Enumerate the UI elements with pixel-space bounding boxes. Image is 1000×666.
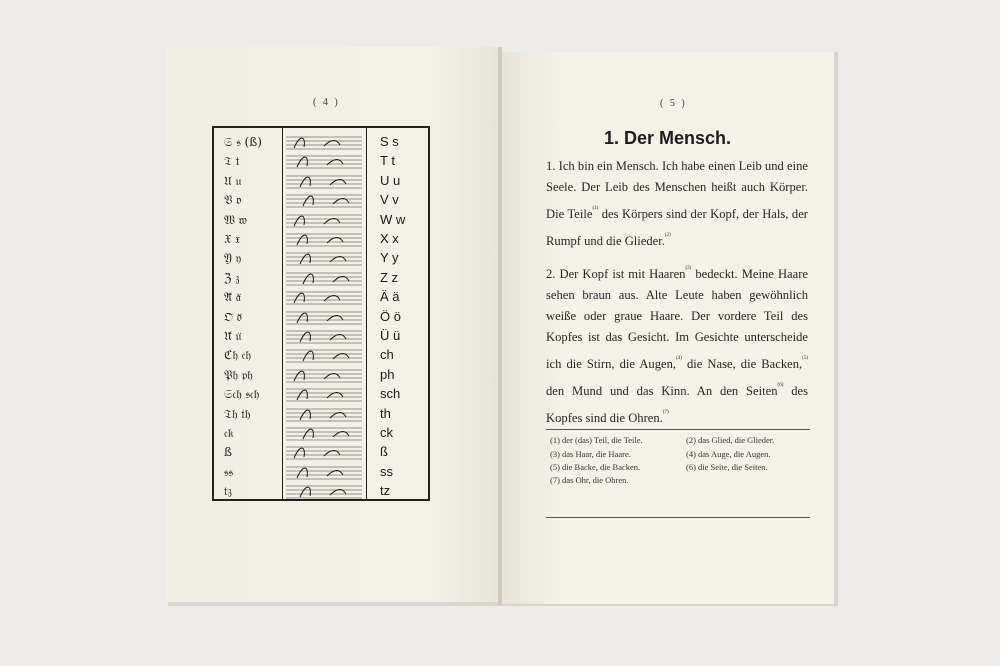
script-handwriting bbox=[284, 190, 364, 210]
alphabet-row bbox=[214, 384, 428, 404]
fraktur-letters: 𝔗𝔥 𝔱𝔥 bbox=[224, 406, 251, 421]
script-handwriting bbox=[284, 423, 364, 443]
alphabet-row bbox=[214, 287, 428, 307]
fraktur-letters: 𝔓𝔥 𝔭𝔥 bbox=[224, 367, 253, 382]
fraktur-letters: 𝔖 𝔰 (ß) bbox=[224, 135, 262, 149]
latin-letters: tz bbox=[380, 483, 391, 499]
fraktur-letters: 𝔒̈ 𝔬̈ bbox=[224, 309, 242, 324]
fraktur-letters: 𝔘 𝔲 bbox=[224, 173, 242, 188]
footnote-marker: (7) bbox=[662, 410, 669, 415]
footnote: (3) das Haar, die Haare. bbox=[550, 449, 631, 459]
latin-letters: T t bbox=[380, 153, 395, 169]
page-number-left: ( 4 ) bbox=[313, 97, 340, 108]
alphabet-row bbox=[214, 190, 428, 210]
fraktur-letters: ß bbox=[224, 445, 233, 460]
latin-letters: ph bbox=[380, 366, 395, 382]
footnote: (4) das Auge, die Augen. bbox=[686, 449, 771, 459]
latin-letters: Y y bbox=[380, 250, 399, 266]
footnote-marker: (4) bbox=[676, 356, 682, 361]
latin-letters: Ä ä bbox=[380, 289, 400, 305]
fraktur-letters: 𝔘̈ 𝔲̈ bbox=[224, 329, 242, 343]
fraktur-letters: 𝔛 𝔵 bbox=[224, 232, 241, 246]
alphabet-row bbox=[214, 268, 428, 288]
footnote-marker: (3) bbox=[685, 266, 692, 271]
script-handwriting bbox=[284, 365, 364, 385]
latin-letters: Ü ü bbox=[380, 328, 401, 343]
script-handwriting bbox=[284, 210, 364, 230]
footnote-marker: (5) bbox=[802, 356, 808, 361]
alphabet-table bbox=[212, 126, 430, 501]
footnote-rule bbox=[546, 429, 810, 430]
script-handwriting bbox=[284, 307, 364, 327]
latin-letters: X x bbox=[380, 231, 399, 246]
script-handwriting bbox=[284, 462, 364, 482]
script-handwriting bbox=[284, 132, 364, 152]
paragraph-1-text bbox=[546, 156, 808, 252]
latin-letters: V v bbox=[380, 192, 399, 208]
alphabet-row bbox=[214, 345, 428, 365]
latin-letters: S s bbox=[380, 134, 399, 149]
fraktur-letters: 𝔗 𝔱 bbox=[224, 154, 240, 169]
alphabet-row bbox=[214, 481, 428, 501]
footnote-marker: (1) bbox=[592, 206, 599, 211]
paragraph-segment: des Kopfes sind die Ohren. bbox=[546, 384, 809, 425]
fraktur-letters: 𝔱𝔷 bbox=[224, 484, 232, 499]
latin-letters: ss bbox=[380, 463, 393, 479]
alphabet-row bbox=[214, 229, 428, 249]
alphabet-row bbox=[214, 132, 428, 152]
paragraph-1 bbox=[546, 156, 808, 252]
script-handwriting bbox=[284, 404, 364, 424]
paragraph-2 bbox=[546, 258, 808, 429]
footnote-marker: (6) bbox=[777, 383, 784, 388]
alphabet-row bbox=[214, 307, 428, 327]
latin-letters: Ö ö bbox=[380, 308, 401, 324]
alphabet-row bbox=[214, 326, 428, 346]
footnote: (5) die Backe, die Backen. bbox=[550, 462, 641, 472]
script-handwriting bbox=[284, 171, 364, 191]
footnote: (1) der (das) Teil, die Teile. bbox=[550, 435, 643, 445]
alphabet-row bbox=[214, 462, 428, 482]
footnote: (6) die Seite, die Seiten. bbox=[686, 462, 768, 472]
page-bottom-rule bbox=[546, 517, 810, 518]
alphabet-row bbox=[214, 423, 428, 443]
page-number-right: ( 5 ) bbox=[660, 98, 687, 109]
script-handwriting bbox=[284, 151, 364, 171]
paragraph-segment: den Mund und das Kinn. An den Seiten bbox=[546, 384, 778, 398]
alphabet-row bbox=[214, 365, 428, 385]
footnote: (7) das Ohr, die Ohren. bbox=[550, 475, 629, 485]
alphabet-row bbox=[214, 151, 428, 171]
script-handwriting bbox=[284, 248, 364, 268]
latin-letters: ß bbox=[380, 444, 388, 460]
fraktur-letters: 𝔜 𝔶 bbox=[224, 251, 242, 266]
lesson-title: 1. Der Mensch. bbox=[603, 128, 732, 148]
script-handwriting bbox=[284, 481, 364, 501]
alphabet-row bbox=[214, 442, 428, 462]
fraktur-letters: 𝔙 𝔳 bbox=[224, 193, 242, 208]
paragraph-segment: die Nase, die Backen, bbox=[681, 357, 803, 371]
script-handwriting bbox=[284, 345, 364, 365]
latin-letters: sch bbox=[380, 386, 401, 402]
fraktur-letters: 𝔰𝔰 bbox=[224, 464, 234, 479]
script-handwriting bbox=[284, 384, 364, 404]
latin-letters: W w bbox=[380, 211, 406, 227]
alphabet-row bbox=[214, 248, 428, 268]
paragraph-segment: 2. Der Kopf ist mit Haaren bbox=[546, 267, 686, 281]
footnote-marker: (2) bbox=[664, 233, 671, 238]
fraktur-letters: 𝔠𝔨 bbox=[224, 426, 234, 440]
alphabet-row bbox=[214, 404, 428, 424]
alphabet-row bbox=[214, 210, 428, 230]
paragraph-segment: des Körpers sind der Kopf, der Hals, der Rumpf und die Glieder. bbox=[546, 207, 808, 248]
latin-letters: ch bbox=[380, 347, 394, 363]
paragraph-2-text bbox=[546, 258, 808, 429]
script-handwriting bbox=[284, 287, 364, 307]
script-handwriting bbox=[284, 268, 364, 288]
latin-letters: ck bbox=[380, 425, 393, 440]
paragraph-segment: bedeckt. Meine Haare sehen braun aus. Alte Leute haben gewöhnlich weiße oder graue Haare. Der vordere Teil des Kopfes ist das Gesicht. Im Gesichte unterscheide ich die Stirn, die Augen, bbox=[546, 267, 809, 371]
paragraph-segment: 1. Ich bin ein Mensch. Ich habe einen Leib und eine Seele. Der Leib des Menschen heißt auch Körper. Die Teile bbox=[546, 159, 808, 221]
latin-letters: th bbox=[380, 405, 391, 421]
footnote: (2) das Glied, die Glieder. bbox=[686, 435, 775, 445]
fraktur-letters: 𝔖𝔠𝔥 𝔰𝔠𝔥 bbox=[224, 387, 260, 402]
alphabet-row bbox=[214, 171, 428, 191]
fraktur-letters: 𝔚 𝔴 bbox=[224, 212, 247, 227]
fraktur-letters: ℨ 𝔷 bbox=[224, 270, 240, 285]
script-handwriting bbox=[284, 229, 364, 249]
script-handwriting bbox=[284, 326, 364, 346]
fraktur-letters: ℭ𝔥 𝔠𝔥 bbox=[224, 348, 251, 363]
fraktur-letters: 𝔄̈ 𝔞̈ bbox=[224, 290, 241, 305]
script-handwriting bbox=[284, 442, 364, 462]
latin-letters: U u bbox=[380, 172, 401, 188]
latin-letters: Z z bbox=[380, 269, 399, 285]
